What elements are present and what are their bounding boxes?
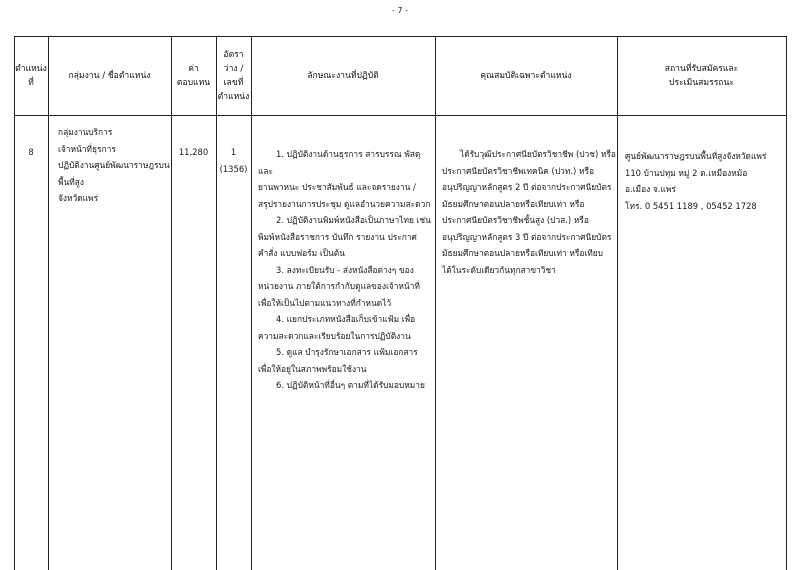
qualification-line-7: มัธยมศึกษาตอนปลายหรือเทียบเท่า หรือเทียบ [442, 248, 603, 258]
header-qualifications [435, 36, 617, 115]
position-table [14, 36, 787, 570]
duty-2-line-2: พิมพ์หนังสือราชการ บันทึก รายงาน ประกาศ [258, 231, 417, 242]
row-salary: 11,280 [178, 147, 209, 157]
header-place-line1: สถานที่รับสมัครและ [664, 63, 739, 74]
duty-2-line-1: 2. ปฏิบัติงานพิมพ์หนังสือเป็นภาษาไทย เช่น [276, 215, 431, 225]
col-border-1 [48, 36, 49, 570]
vacancy-id: (1356) [219, 163, 248, 174]
qualification-line-6: อนุปริญญาหลักสูตร 3 ปี ต่อจากประกาศนียบัตร [442, 231, 612, 242]
duty-4-line-2: ความสะดวกและเรียบร้อยในการปฏิบัติงาน [258, 330, 411, 341]
qualification-line-1: ได้รับวุฒิประกาศนียบัตรวิชาชีพ (ปวช) หรือ [460, 149, 616, 159]
header-position-no-line2: ที่ [28, 77, 34, 88]
qualification-line-8: ได้ในระดับเดียวกันทุกสาขาวิชา [442, 264, 556, 275]
position-line-3: จังหวัดแพร่ [58, 193, 99, 203]
header-vacancy-line3: เลขที่ [223, 77, 244, 88]
row-duties [258, 146, 434, 394]
header-vacancy [216, 36, 251, 115]
place-line-2: 110 บ้านปทุม หมู่ 2 ต.เหมืองหม้อ [625, 167, 748, 178]
header-vacancy-line4: ตำแหน่ง [217, 91, 250, 102]
qualification-line-5: ประกาศนียบัตรวิชาชีพชั้นสูง (ปวส.) หรือ [442, 215, 589, 225]
row-number: 8 [28, 147, 34, 157]
col-border-4 [251, 36, 252, 570]
col-border-5 [435, 36, 436, 570]
col-border-3 [216, 36, 217, 570]
vacancy-count: 1 [230, 147, 237, 157]
col-border-6 [617, 36, 618, 570]
duty-5-line-2: เพื่อให้อยู่ในสภาพพร้อมใช้งาน [258, 363, 367, 374]
page-number: - 7 - [392, 6, 408, 15]
header-position-no [14, 36, 48, 115]
header-place-line2: ประเมินสมรรถนะ [669, 77, 734, 88]
duty-1-line-1: 1. ปฏิบัติงานด้านธุรการ สารบรรณ พัสดุและ [258, 149, 421, 176]
place-line-1: ศูนย์พัฒนาราษฎรบนพื้นที่สูงจังหวัดแพร่ [625, 151, 767, 161]
qualification-line-2: ประกาศนียบัตรวิชาชีพเทคนิค (ปวท.) หรือ [442, 165, 595, 176]
duty-5-line-1: 5. ดูแล บำรุงรักษาเอกสาร แฟ้มเอกสาร [276, 347, 418, 357]
header-salary-line2: ตอบแทน [176, 77, 211, 88]
header-divider [14, 115, 787, 116]
header-vacancy-line1: อัตรา [223, 49, 244, 60]
row-vacancy [216, 144, 251, 177]
duty-1-line-3: สรุปรายงานการประชุม ดูแลอำนวยความสะดวก [258, 198, 431, 209]
header-salary [171, 36, 216, 115]
place-line-3: อ.เมือง จ.แพร่ [625, 184, 676, 194]
col-border-7 [786, 36, 787, 570]
position-line-2: ปฏิบัติงานศูนย์พัฒนาราษฎรบนพื้นที่สูง [58, 160, 170, 187]
duty-1-line-2: ยานพาหนะ ประชาสัมพันธ์ และจดรายงาน / [258, 182, 416, 192]
header-group-position [48, 36, 171, 115]
duty-3-line-2: หน่วยงาน ภายใต้การกำกับดูแลของเจ้าหน้าที่ [258, 281, 420, 291]
position-line-1: เจ้าหน้าที่ธุรการ [58, 143, 116, 154]
place-line-4: โทร. 0 5451 1189 , 05452 1728 [625, 200, 757, 211]
header-group-position-text: กลุ่มงาน / ชื่อตำแหน่ง [68, 70, 151, 81]
qualification-line-4: มัธยมศึกษาตอนปลายหรือเทียบเท่า หรือ [442, 198, 585, 209]
duty-3-line-1: 3. ลงทะเบียนรับ - ส่งหนังสือต่างๆ ของ [276, 264, 414, 275]
col-border-0 [14, 36, 15, 570]
header-vacancy-line2: ว่าง / [223, 63, 244, 74]
duty-3-line-3: เพื่อให้เป็นไปตามแนวทางที่กำหนดไว้ [258, 297, 392, 308]
header-position-no-line1: ตำแหน่ง [15, 63, 47, 74]
duty-6-line-1: 6. ปฏิบัติหน้าที่อื่นๆ ตามที่ได้รับมอบหมาย [276, 380, 425, 390]
duty-2-line-3: คำสั่ง แบบฟอร์ม เป็นต้น [258, 248, 345, 258]
header-job-description [251, 36, 435, 115]
header-job-description-text: ลักษณะงานที่ปฏิบัติ [307, 70, 379, 81]
group-name: กลุ่มงานบริการ [58, 127, 113, 137]
header-application-place [617, 36, 786, 115]
row-application-place [625, 148, 785, 214]
col-border-2 [171, 36, 172, 570]
header-qualifications-text: คุณสมบัติเฉพาะตำแหน่ง [480, 70, 572, 81]
header-salary-line1: ค่า [188, 63, 199, 74]
qualification-line-3: อนุปริญญาหลักสูตร 2 ปี ต่อจากประกาศนียบัตร [442, 182, 612, 192]
duty-4-line-1: 4. แยกประเภทหนังสือเก็บเข้าแฟ้ม เพื่อ [276, 314, 416, 324]
row-group-position [58, 124, 170, 207]
row-qualifications [442, 146, 616, 278]
